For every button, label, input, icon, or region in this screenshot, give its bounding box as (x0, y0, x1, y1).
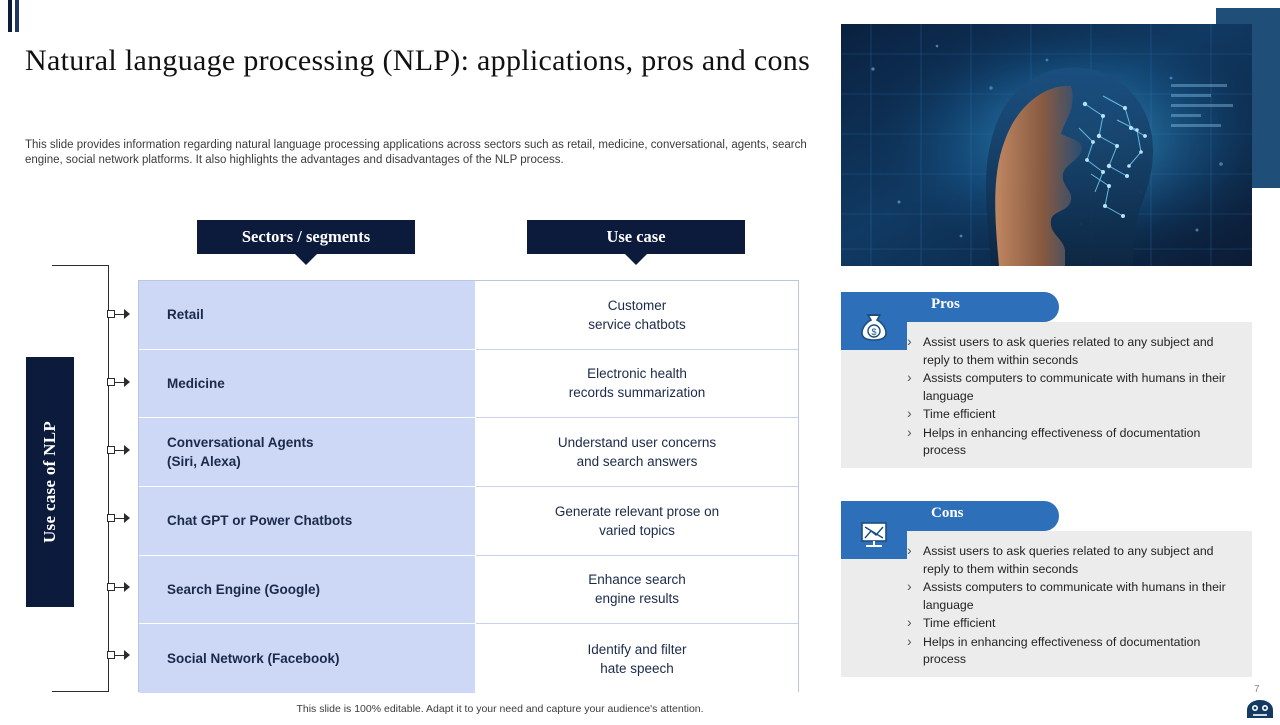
column-header-usecase-label: Use case (606, 227, 666, 246)
column-header-sectors (197, 220, 415, 254)
list-item: › Time efficient (903, 615, 1238, 633)
money-bag-icon (841, 302, 907, 350)
declining-chart-icon-graphic (856, 518, 892, 552)
list-item: › Helps in enhancing effectiveness of documentation process (903, 425, 1238, 460)
table-row (139, 350, 798, 419)
side-label-text: Use case of NLP (39, 420, 59, 544)
list-item: › Assist users to ask queries related to any subject and reply to them within seconds (903, 543, 1238, 578)
page-title: Natural language processing (NLP): applications, pros and cons (25, 44, 811, 77)
connector-square-icon (107, 651, 115, 659)
ai-head-illustration-graphic (841, 24, 1252, 266)
table-cell-usecase: Customer service chatbots (476, 281, 798, 350)
declining-chart-icon (841, 511, 907, 559)
table-row (139, 281, 798, 350)
connector-row-2 (107, 376, 131, 388)
list-item: › Helps in enhancing effectiveness of documentation process (903, 634, 1238, 669)
svg-text:$: $ (871, 327, 877, 337)
connector-row-1 (107, 308, 131, 320)
connector-arrow-icon (124, 309, 130, 319)
use-case-table (138, 280, 799, 692)
title-accent-bars (8, 0, 22, 32)
column-header-sectors-label: Sectors / segments (241, 227, 371, 246)
slide-footer-note: This slide is 100% editable. Adapt it to your need and capture your audience's attention. (296, 703, 704, 715)
connector-row-3 (107, 444, 131, 456)
company-logo-graphic (1243, 696, 1277, 720)
table-cell-sector: Retail (139, 281, 476, 350)
table-cell-sector: Social Network (Facebook) (139, 624, 476, 693)
connector-square-icon (107, 446, 115, 454)
connector-row-5 (107, 581, 131, 593)
table-cell-usecase: Generate relevant prose on varied topics (476, 487, 798, 556)
header-notch-icon (625, 254, 647, 265)
table-cell-sector: Conversational Agents (Siri, Alexa) (139, 418, 476, 487)
pros-bullet-list (903, 334, 1238, 460)
connector-square-icon (107, 310, 115, 318)
cons-title: Cons (931, 505, 964, 521)
pros-title: Pros (931, 296, 960, 312)
table-cell-usecase: Enhance search engine results (476, 556, 798, 625)
cons-bullet-list (903, 543, 1238, 669)
side-label-box (26, 357, 73, 607)
table-cell-usecase: Electronic health records summarization (476, 350, 798, 419)
connector-square-icon (107, 378, 115, 386)
accent-bar-1 (8, 0, 12, 32)
connector-arrow-icon (124, 650, 130, 660)
header-notch-icon (295, 254, 317, 265)
table-cell-usecase: Understand user concerns and search answers (476, 418, 798, 487)
connector-arrow-icon (124, 377, 130, 387)
table-row (139, 487, 798, 556)
connector-row-6 (107, 649, 131, 661)
table-cell-sector: Medicine (139, 350, 476, 419)
connector-square-icon (107, 514, 115, 522)
company-logo (1243, 696, 1277, 720)
list-item: › Assists computers to communicate with humans in their language (903, 579, 1238, 614)
table-row (139, 624, 798, 693)
table-cell-sector: Chat GPT or Power Chatbots (139, 487, 476, 556)
top-right-band-highlight (1216, 0, 1280, 8)
connector-square-icon (107, 583, 115, 591)
connector-arrow-icon (124, 582, 130, 592)
table-cell-usecase: Identify and filter hate speech (476, 624, 798, 693)
connector-arrow-icon (124, 513, 130, 523)
list-item: › Assist users to ask queries related to any subject and reply to them within seconds (903, 334, 1238, 369)
table-row (139, 556, 798, 625)
accent-bar-2 (15, 0, 19, 32)
connector-arrow-icon (124, 445, 130, 455)
page-subtitle: This slide provides information regarding natural language processing applications across sectors such as retail, medicine, conversational, agents, search engine, social network platforms. It also highlights the advantages and disadvantages of the NLP process. (25, 139, 807, 166)
list-item: › Time efficient (903, 406, 1238, 424)
list-item: › Assists computers to communicate with humans in their language (903, 370, 1238, 405)
money-bag-icon-graphic (856, 309, 892, 343)
page-number: 7 (1254, 684, 1260, 695)
table-row (139, 418, 798, 487)
column-header-usecase (527, 220, 745, 254)
connector-row-4 (107, 512, 131, 524)
ai-head-illustration (841, 24, 1252, 266)
table-cell-sector: Search Engine (Google) (139, 556, 476, 625)
